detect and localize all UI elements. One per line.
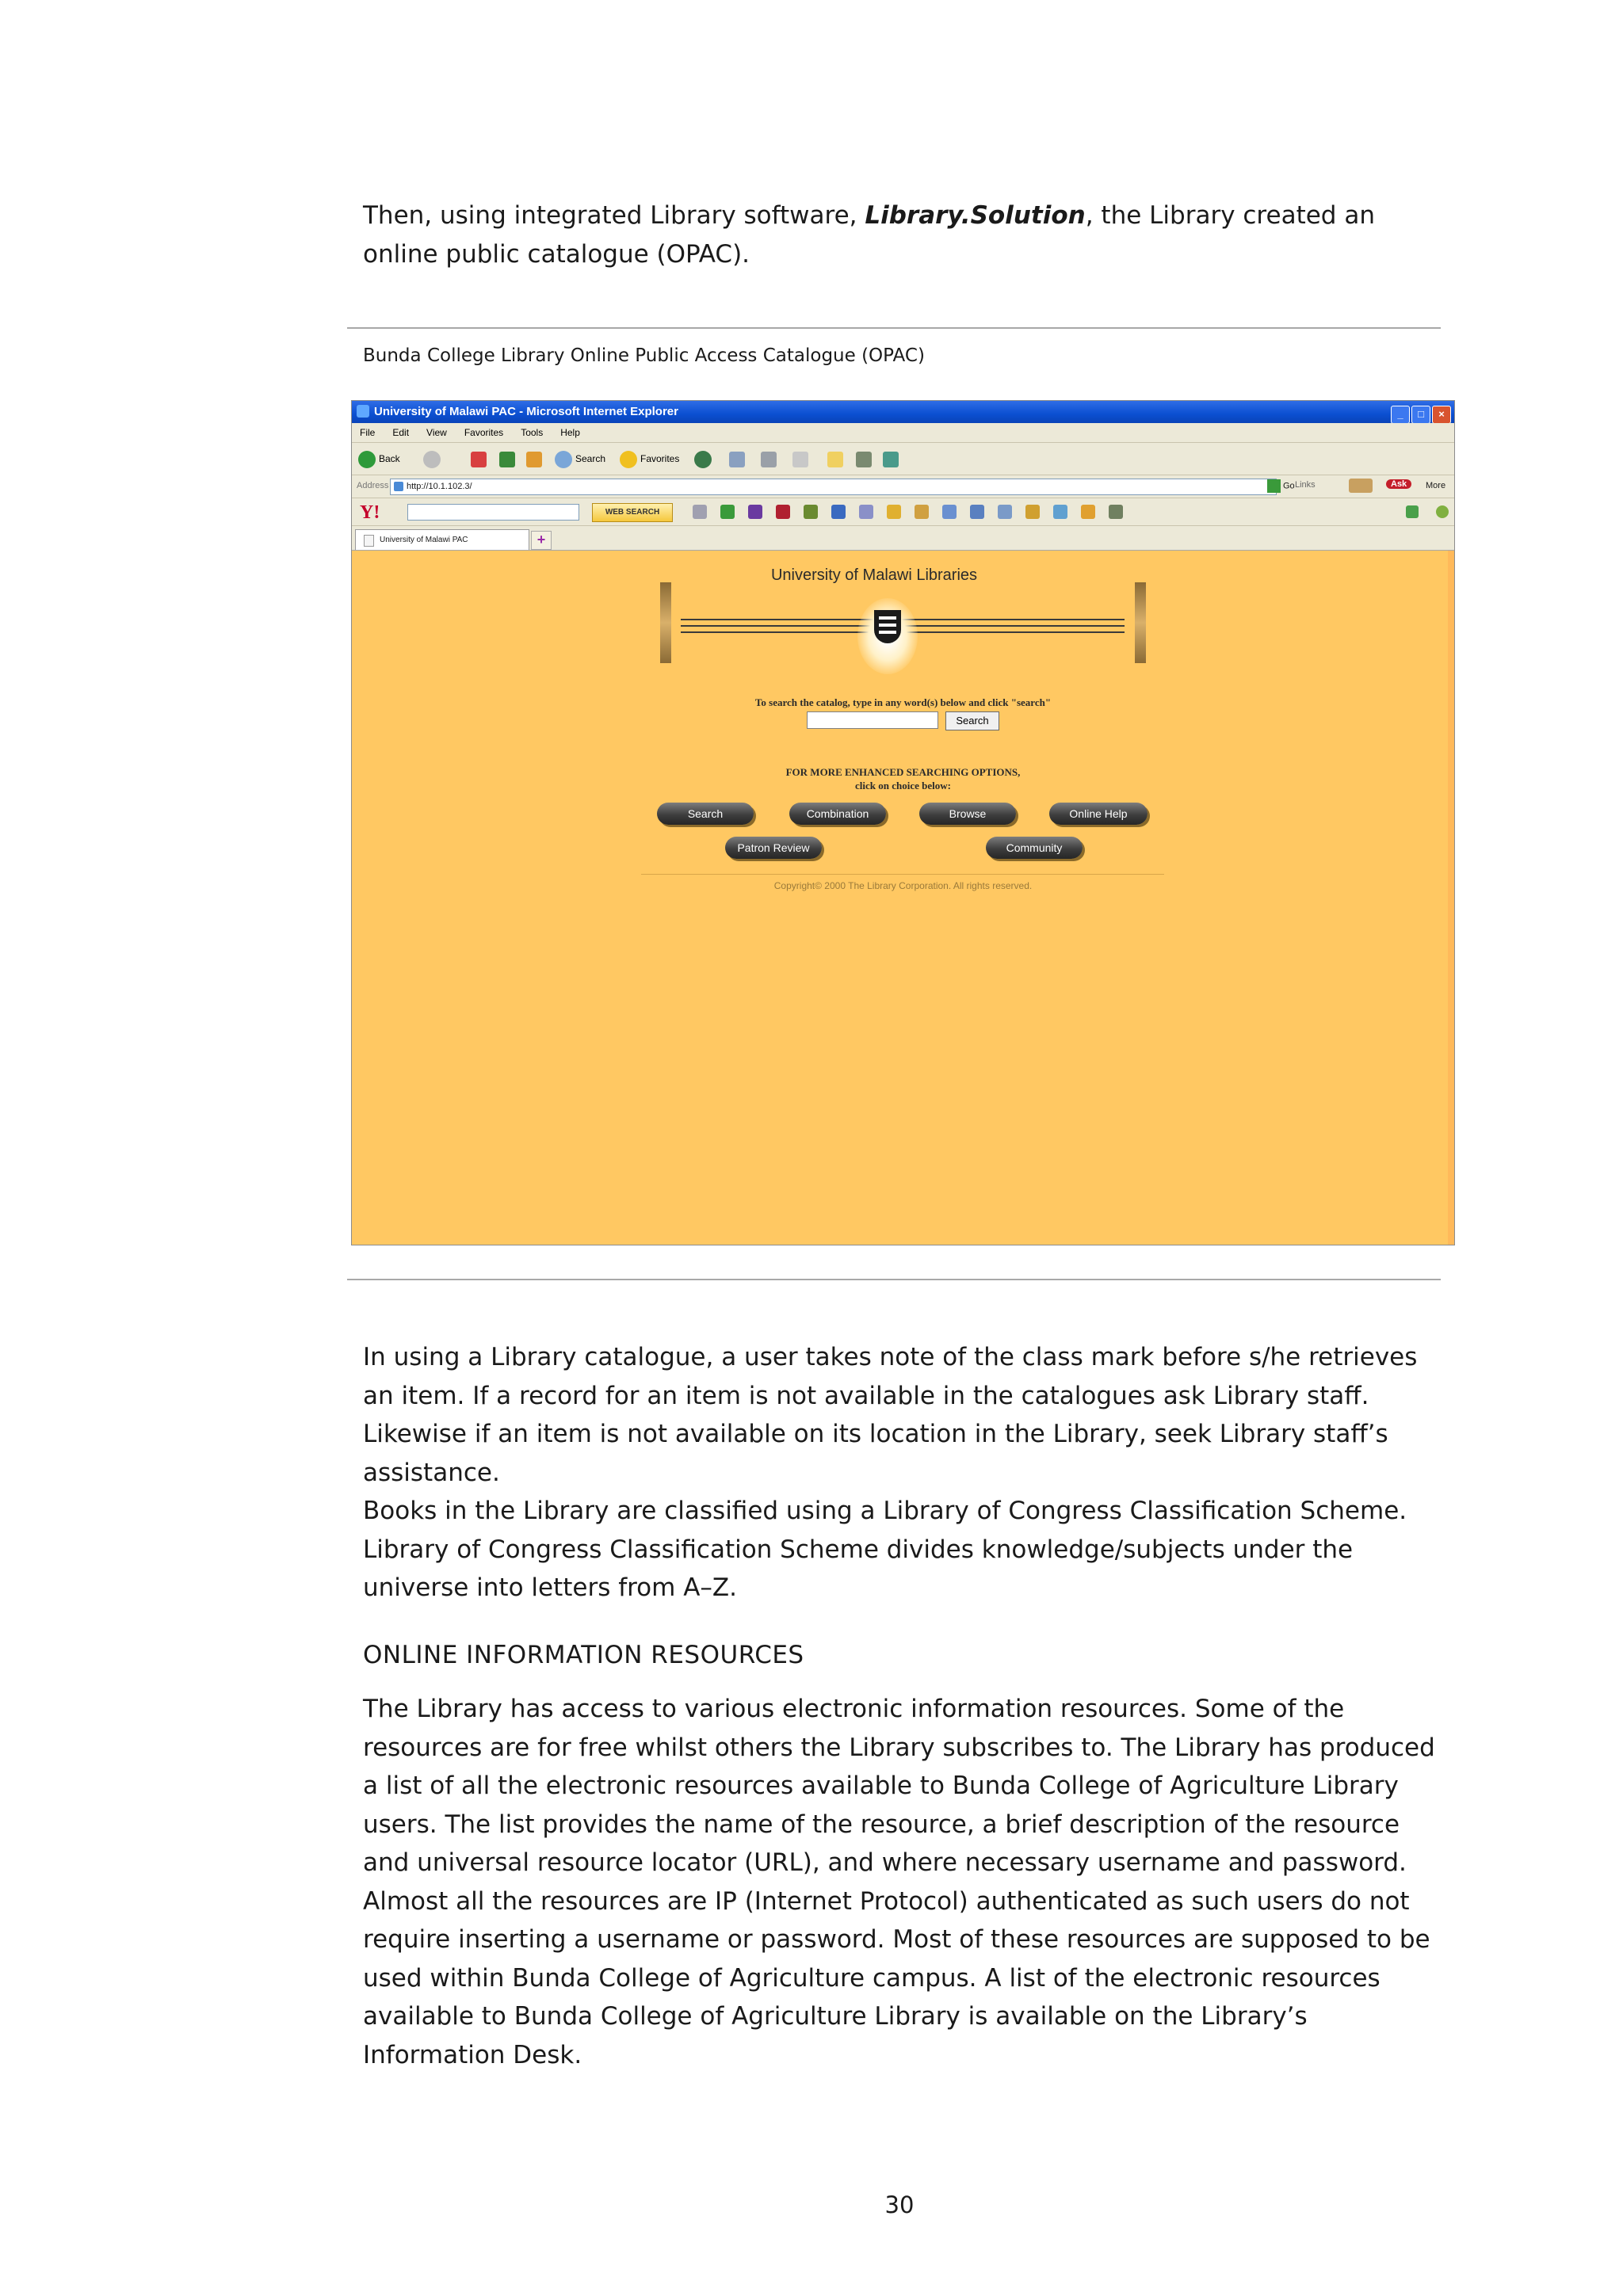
intro-paragraph	[363, 196, 1441, 273]
home-icon	[526, 452, 542, 467]
yahoo-toolbar	[352, 498, 1454, 526]
links-button[interactable]: Links	[1295, 480, 1316, 490]
minimize-icon[interactable]: _	[1391, 406, 1410, 424]
links-icon[interactable]	[1349, 479, 1373, 493]
back-button[interactable]	[358, 449, 400, 468]
address-label: Address	[357, 481, 389, 490]
window-title: University of Malawi PAC - Microsoft Internet Explorer	[374, 405, 678, 418]
close-icon[interactable]: ×	[1432, 406, 1451, 424]
search-option-button[interactable]: Search	[657, 803, 754, 825]
go-label: Go	[1283, 481, 1295, 491]
address-input[interactable]: http://10.1.102.3/	[390, 479, 1277, 495]
news-icon[interactable]	[915, 505, 929, 519]
menu-view[interactable]: View	[426, 427, 447, 438]
opac-page	[352, 551, 1454, 1245]
menu-edit[interactable]: Edit	[392, 427, 410, 438]
figure-bottom-rule	[347, 1279, 1441, 1280]
software-name: Library.Solution	[865, 201, 1086, 230]
section-heading: ONLINE INFORMATION RESOURCES	[363, 1641, 804, 1669]
yahoo-icon[interactable]	[776, 505, 790, 519]
combination-option-button[interactable]: Combination	[789, 803, 886, 825]
music-icon[interactable]	[942, 505, 957, 519]
tab-bar	[352, 526, 1454, 551]
folder-button[interactable]	[827, 449, 843, 468]
games-icon[interactable]	[887, 505, 901, 519]
yahoo-search-input[interactable]	[407, 504, 579, 521]
menu-bar	[352, 423, 1454, 443]
home-button[interactable]	[526, 449, 542, 468]
refresh-icon	[499, 452, 515, 467]
history-button[interactable]	[694, 449, 715, 468]
ie-icon	[357, 405, 369, 418]
print-icon	[761, 452, 777, 467]
shield-icon[interactable]	[1109, 505, 1123, 519]
online-resources-paragraph: The Library has access to various electronic information resources. Some of the resources are for free whilst others the Library subscribes to. The Library has produced a list of all the electronic resources available to Bunda College of Agriculture Library users. The list provides the name of the resource, a brief description of the resource and universal resource locator (URL), and where necessary username and password. Almost all the resources are IP (Internet Protocol) authenticated as such users do not require inserting a username or password. Most of these resources are supposed to be used within Bunda College of Agriculture campus. A list of the electronic resources available to Bunda College of Agriculture Library is available on the Library’s Information Desk.	[363, 1695, 1435, 2069]
yahoo-icon-row	[693, 505, 1136, 519]
yahoo-logo[interactable]: Y!	[360, 502, 380, 523]
page-edge-shadow	[1448, 551, 1454, 1245]
intro-text-after: , the Library created an online public catalogue (OPAC).	[363, 201, 1375, 269]
pencil-icon[interactable]	[693, 505, 707, 519]
menu-favorites[interactable]: Favorites	[464, 427, 504, 438]
stop-button[interactable]	[471, 449, 487, 468]
sports-icon[interactable]	[1081, 505, 1095, 519]
opac-title: University of Malawi Libraries	[770, 566, 978, 584]
settings-icon[interactable]	[1436, 505, 1449, 518]
edit-button[interactable]	[792, 449, 808, 468]
print-button[interactable]	[761, 449, 777, 468]
banner-right-pillar	[1135, 582, 1146, 663]
stop-icon	[471, 452, 487, 467]
tab-university-of-malawi-pac[interactable]: University of Malawi PAC	[355, 529, 529, 550]
copyright-notice: Copyright© 2000 The Library Corporation. All rights reserved.	[773, 880, 1033, 891]
research-icon	[856, 452, 872, 467]
messenger-button[interactable]	[883, 449, 899, 468]
edit-icon	[792, 452, 808, 467]
finance-icon[interactable]	[970, 505, 984, 519]
content-divider	[641, 874, 1164, 875]
history-icon	[694, 451, 712, 468]
ask-logo[interactable]: Ask	[1386, 479, 1411, 489]
menu-help[interactable]: Help	[560, 427, 580, 438]
web-search-button[interactable]: WEB SEARCH	[592, 503, 673, 522]
enhanced-options-heading: FOR MORE ENHANCED SEARCHING OPTIONS,	[785, 766, 1021, 778]
community-button[interactable]: Community	[986, 837, 1083, 859]
folder-icon	[827, 452, 843, 467]
weather-icon[interactable]	[1053, 505, 1067, 519]
favorites-label: Favorites	[640, 453, 680, 464]
maximize-icon[interactable]: □	[1411, 406, 1430, 424]
forward-button[interactable]	[423, 449, 444, 468]
back-arrow-icon	[358, 451, 376, 468]
menu-tools[interactable]: Tools	[521, 427, 544, 438]
add-icon[interactable]	[1406, 505, 1419, 518]
travel-icon[interactable]	[1025, 505, 1040, 519]
go-button[interactable]	[1267, 479, 1295, 493]
page-number: 30	[884, 2191, 915, 2218]
favorites-button[interactable]	[620, 449, 679, 468]
go-arrow-icon	[1267, 479, 1281, 493]
address-bar	[352, 475, 1454, 498]
intro-text-before: Then, using integrated Library software,	[363, 201, 865, 230]
window-titlebar	[352, 401, 1454, 423]
research-button[interactable]	[856, 449, 872, 468]
opac-screenshot	[351, 400, 1455, 1245]
menu-file[interactable]: File	[360, 427, 376, 438]
refresh-button[interactable]	[499, 449, 515, 468]
messenger-icon[interactable]	[859, 505, 873, 519]
my-yahoo-icon[interactable]	[748, 505, 762, 519]
classification-paragraph: Books in the Library are classified using a Library of Congress Classification Scheme. Library of Congress Classification Scheme divides knowledge/subjects under the universe into letters from A–Z.	[363, 1497, 1407, 1602]
forward-arrow-icon	[423, 451, 441, 468]
bookmark-icon[interactable]	[720, 505, 735, 519]
search-button[interactable]	[555, 449, 605, 468]
browse-option-button[interactable]: Browse	[919, 803, 1016, 825]
figure-caption: Bunda College Library Online Public Access Catalogue (OPAC)	[363, 345, 925, 366]
banner-left-pillar	[660, 582, 671, 663]
catalog-search-input[interactable]	[807, 711, 938, 729]
search-instruction: To search the catalog, type in any word(s) below and click "search"	[754, 696, 1052, 708]
shopping-icon[interactable]	[998, 505, 1012, 519]
back-label: Back	[379, 453, 400, 464]
university-shield-icon	[874, 610, 901, 643]
search-label: Search	[575, 453, 606, 464]
standard-toolbar	[352, 443, 1454, 475]
enhanced-options-subheading: click on choice below:	[855, 780, 951, 791]
search-icon	[555, 451, 572, 468]
more-button[interactable]: More	[1426, 481, 1446, 490]
window-controls	[1389, 403, 1451, 425]
new-tab-plus-icon[interactable]: +	[531, 531, 552, 550]
answers-icon[interactable]	[804, 505, 818, 519]
online-help-button[interactable]: Online Help	[1049, 803, 1148, 825]
star-icon	[620, 451, 637, 468]
catalog-search-button[interactable]: Search	[945, 711, 999, 730]
figure-top-rule	[347, 327, 1441, 329]
mail-icon	[729, 452, 745, 467]
mail-button[interactable]	[729, 449, 745, 468]
mail-icon[interactable]	[831, 505, 846, 519]
catalogue-usage-paragraph: In using a Library catalogue, a user takes note of the class mark before s/he retrieves an item. If a record for an item is not available in the catalogues ask Library staff. Likewise if an item is not available on its location in the Library, seek Library staff’s assistance.	[363, 1343, 1418, 1487]
messenger-icon	[883, 452, 899, 467]
patron-review-button[interactable]: Patron Review	[725, 837, 822, 859]
